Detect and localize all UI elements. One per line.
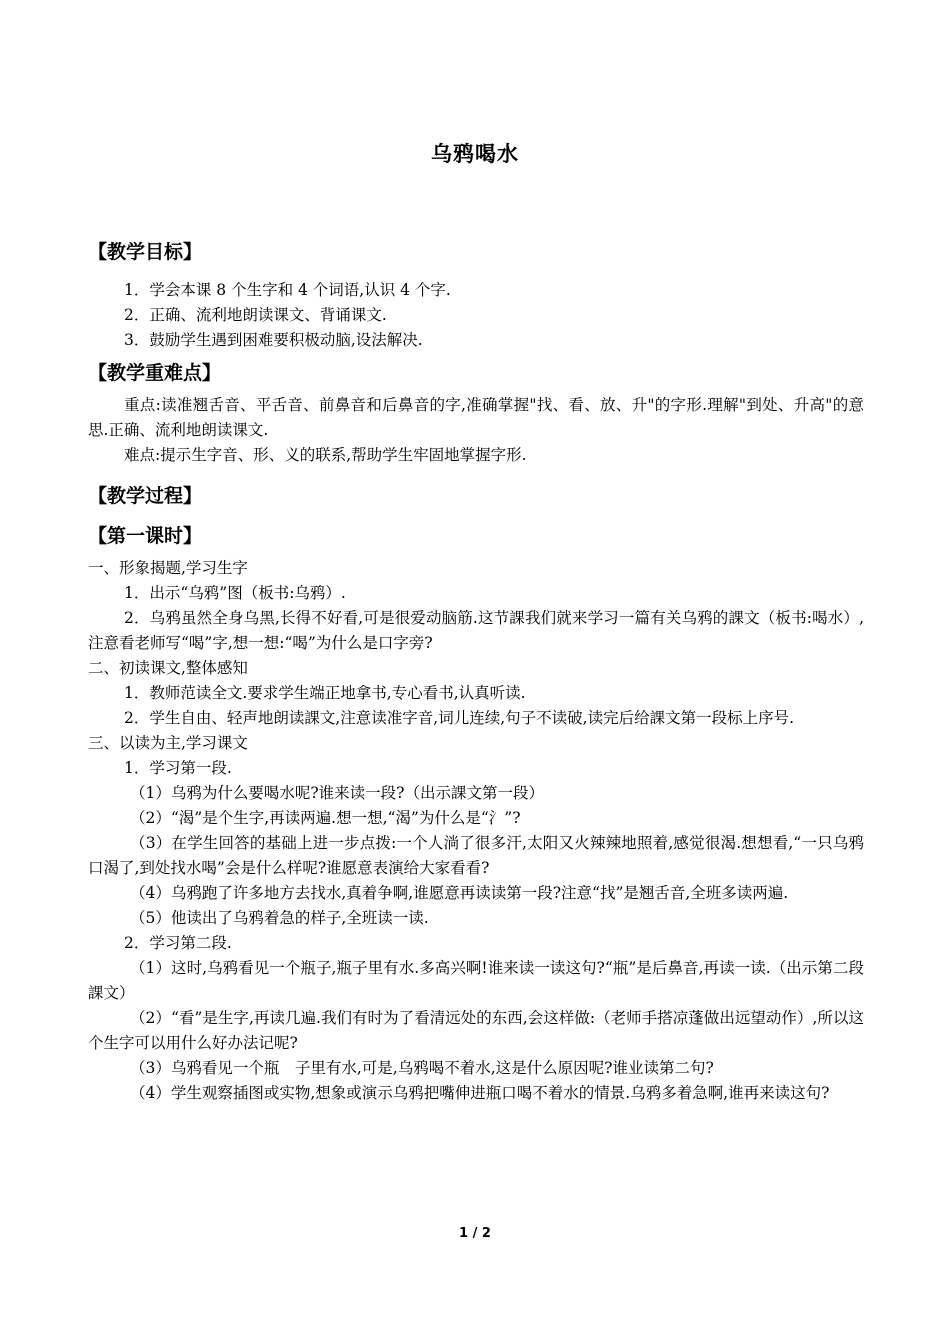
section-3-part-1: 1．学习第一段. [124,759,232,777]
difficult-point-paragraph: 难点:提示生字音、形、义的联系,帮助学生牢固地掌握字形. [124,446,527,464]
section-3-part-2-q3: （3）乌鸦看见一个瓶 子里有水,可是,乌鸦喝不着水,这是什么原因呢?谁业读第二句? [130,1059,714,1077]
section-3-title: 三、以读为主,学习课文 [88,734,248,752]
section-3-part-1-q3: （3）在学生回答的基础上进一步点拨:一个人淌了很多汗,太阳又火辣辣地照着,感觉很渴.想想看,“一只乌鸦口渴了,到处找水喝”会是什么样呢?谁愿意表演给大家看看? [88,834,864,877]
goal-item-2: 2．正确、流利地朗读课文、背诵课文. [124,306,387,324]
heading-teaching-process: 【教学过程】 [88,485,203,507]
page-number: 1 / 2 [459,1226,491,1241]
document-body [88,238,864,1106]
section-3-part-1-q1: （1）乌鸦为什么要喝水呢?谁来读一段?（出示課文第一段） [130,784,544,802]
section-3-part-2-q1: （1）这时,乌鸦看见一个瓶子,瓶子里有水.多高兴啊!谁来读一读这句?“瓶”是后鼻音,再读一读.（出示第二段課文） [88,959,864,1002]
section-1-title: 一、形象揭题,学习生字 [88,559,248,577]
section-3-part-1-q5: （5）他读出了乌鸦着急的样子,全班读一读. [130,909,429,927]
heading-key-points: 【教学重难点】 [88,362,222,384]
section-2-item-2: 2．学生自由、轻声地朗读課文,注意读准字音,词儿连续,句子不读破,读完后给課文第一段标上序号. [124,709,794,727]
section-3-part-1-q2: （2）“渴”是个生字,再读两遍.想一想,“渴”为什么是“氵”? [130,809,521,827]
heading-lesson-1: 【第一课时】 [88,525,203,547]
section-3-part-2-q4: （4）学生观察插图或实物,想象或演示乌鸦把嘴伸进瓶口喝不着水的情景.乌鸦多着急啊,谁再来读这句? [130,1084,830,1102]
section-3-part-2: 2．学习第二段. [124,934,232,952]
section-1-item-2: 2．乌鸦虽然全身乌黑,长得不好看,可是很爱动脑筋.这节課我们就来学习一篇有关乌鸦的課文（板书:喝水）,注意看老师写“喝”字,想一想:“喝”为什么是口字旁? [88,609,864,652]
goal-item-1: 1．学会本课 8 个生字和 4 个词语,认识 4 个字. [124,281,451,299]
goal-item-3: 3．鼓励学生遇到困难要积极动脑,设法解决. [124,331,423,349]
section-3-part-1-q4: （4）乌鸦跑了许多地方去找水,真着争啊,谁愿意再读读第一段?注意“找”是翘舌音,全班多读两遍. [130,884,789,902]
section-3-part-2-q2: （2）“看”是生字,再读几遍.我们有时为了看清远处的东西,会这样做:（老师手搭凉蓬做出远望动作）,所以这个生字可以用什么好办法记呢? [88,1009,864,1052]
section-2-item-1: 1．教师范读全文.要求学生端正地拿书,专心看书,认真听读. [124,684,526,702]
document-title: 乌鸦喝水 [431,142,519,166]
heading-teaching-goals: 【教学目标】 [88,241,203,263]
section-2-title: 二、初读课文,整体感知 [88,659,248,677]
key-point-paragraph: 重点:读准翘舌音、平舌音、前鼻音和后鼻音的字,准确掌握"找、看、放、升"的字形.理解"到处、升高"的意思.正确、流利地朗读课文. [88,396,864,439]
section-1-item-1: 1．出示“乌鸦”图（板书:乌鸦）. [124,584,346,602]
